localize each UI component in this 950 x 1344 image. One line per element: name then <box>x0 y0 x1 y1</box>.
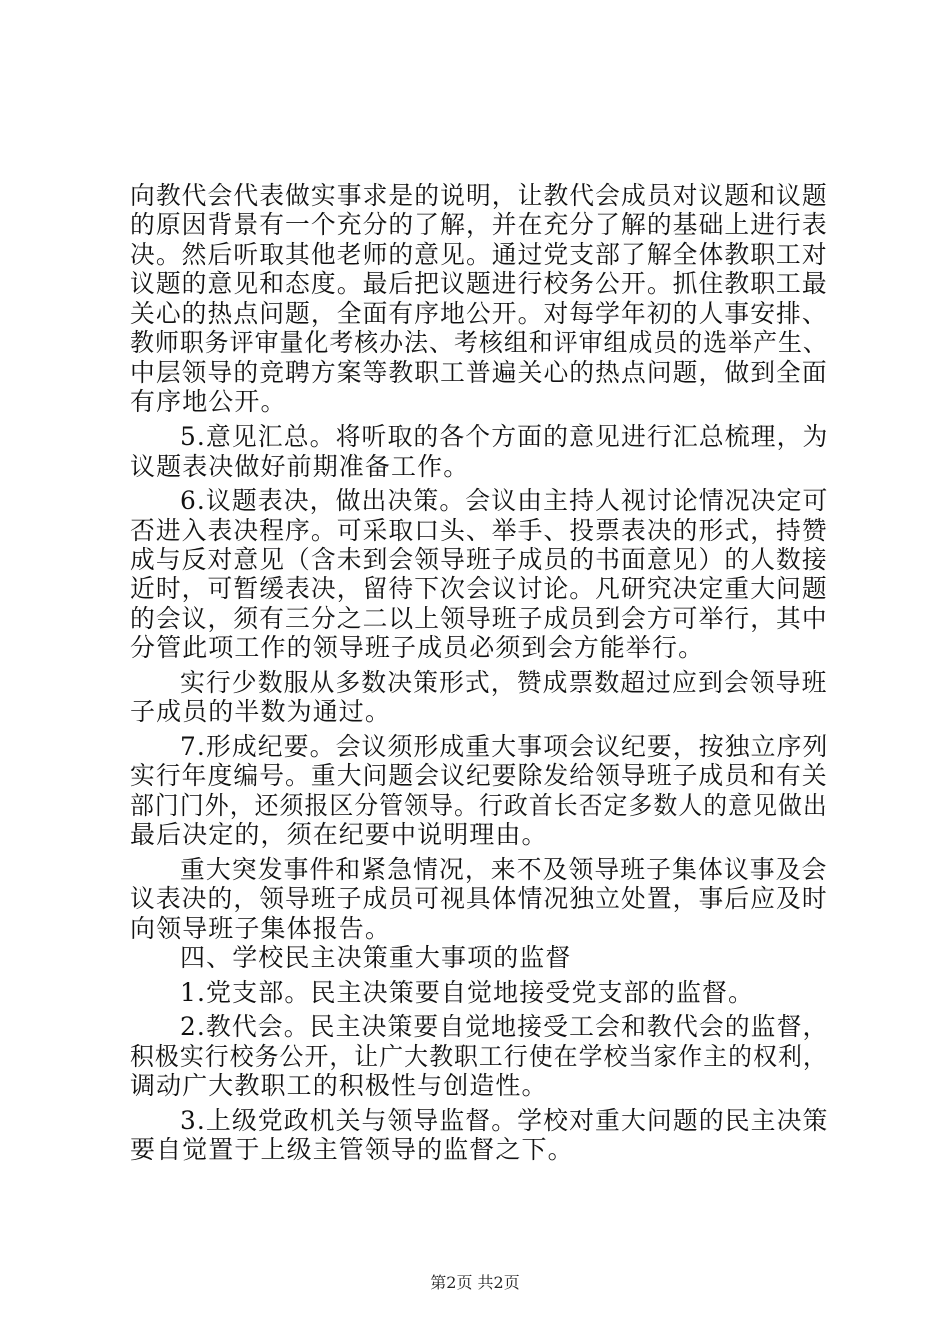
text-line: 3.上级党政机关与领导监督。学校对重大问题的民主决策 <box>180 1106 829 1135</box>
text-line: 重大突发事件和紧急情况，来不及领导班子集体议事及会 <box>180 855 828 884</box>
text-line: 的会议，须有三分之二以上领导班子成员到会方可举行，其中 <box>130 604 828 633</box>
text-line: 议题表决做好前期准备工作。 <box>130 452 470 481</box>
text-line: 积极实行校务公开，让广大教职工行使在学校当家作主的权利， <box>130 1042 828 1071</box>
text-line: 7.形成纪要。会议须形成重大事项会议纪要，按独立序列 <box>180 732 829 761</box>
text-line: 近时，可暂缓表决，留待下次会议讨论。凡研究决定重大问题 <box>130 574 828 603</box>
text-line: 要自觉置于上级主管领导的监督之下。 <box>130 1135 574 1164</box>
text-line: 子成员的半数为通过。 <box>130 697 392 726</box>
text-line: 2.教代会。民主决策要自觉地接受工会和教代会的监督， <box>180 1012 829 1041</box>
text-line: 部门门外，还须报区分管领导。行政首长否定多数人的意见做出 <box>130 791 828 820</box>
text-line: 有序地公开。 <box>130 387 287 416</box>
text-line: 最后决定的，须在纪要中说明理由。 <box>130 820 548 849</box>
text-line: 议题的意见和态度。最后把议题进行校务公开。抓住教职工最 <box>130 269 828 298</box>
text-line: 成与反对意见（含未到会领导班子成员的书面意见）的人数接 <box>130 545 828 574</box>
text-line: 向领导班子集体报告。 <box>130 914 392 943</box>
text-line: 向教代会代表做实事求是的说明，让教代会成员对议题和议题 <box>130 181 828 210</box>
text-line: 1.党支部。民主决策要自觉地接受党支部的监督。 <box>180 978 755 1007</box>
text-line: 实行少数服从多数决策形式，赞成票数超过应到会领导班 <box>180 668 828 697</box>
text-line: 调动广大教职工的积极性与创造性。 <box>130 1071 548 1100</box>
text-line: 决。然后听取其他老师的意见。通过党支部了解全体教职工对 <box>130 240 828 269</box>
text-line: 教师职务评审量化考核办法、考核组和评审组成员的选举产生、 <box>130 328 828 357</box>
text-line: 5.意见汇总。将听取的各个方面的意见进行汇总梳理，为 <box>180 422 829 451</box>
section-heading: 四、学校民主决策重大事项的监督 <box>180 943 572 972</box>
page-number-footer: 第2页 共2页 <box>430 1273 520 1292</box>
text-line: 6.议题表决，做出决策。会议由主持人视讨论情况决定可 <box>180 486 829 515</box>
text-line: 中层领导的竞聘方案等教职工普遍关心的热点问题，做到全面 <box>130 358 828 387</box>
text-line: 关心的热点问题，全面有序地公开。对每学年初的人事安排、 <box>130 299 828 328</box>
text-line: 分管此项工作的领导班子成员必须到会方能举行。 <box>130 633 705 662</box>
text-line: 否进入表决程序。可采取口头、举手、投票表决的形式，持赞 <box>130 516 828 545</box>
text-line: 议表决的，领导班子成员可视具体情况独立处置，事后应及时 <box>130 884 828 913</box>
text-line: 实行年度编号。重大问题会议纪要除发给领导班子成员和有关 <box>130 761 828 790</box>
text-line: 的原因背景有一个充分的了解，并在充分了解的基础上进行表 <box>130 210 828 239</box>
